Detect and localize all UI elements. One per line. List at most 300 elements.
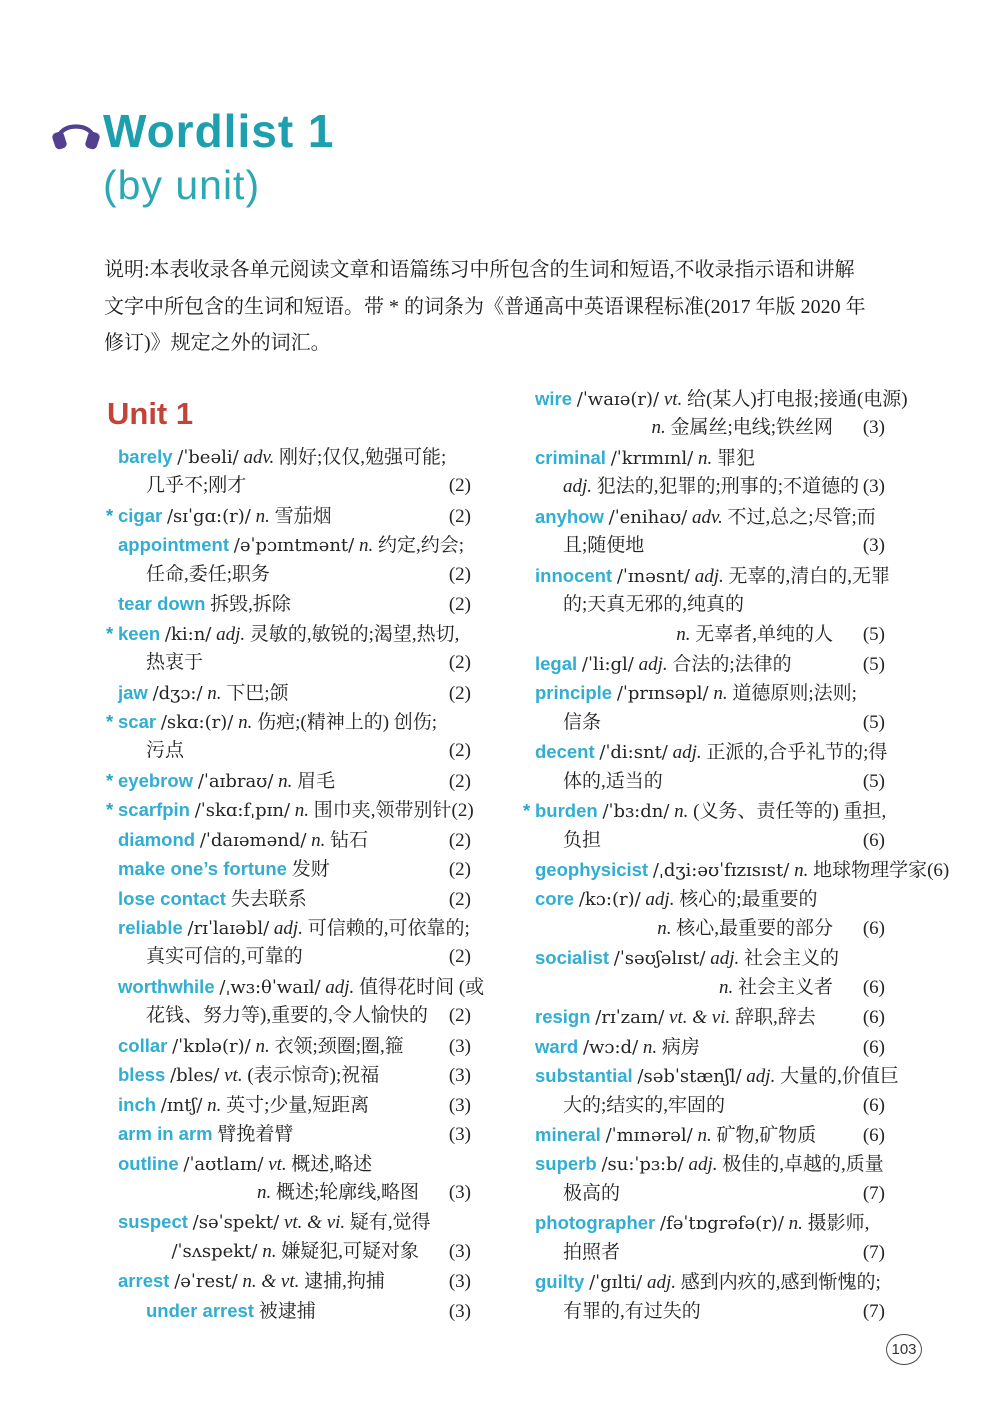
phonetic: /wɔ:d/ xyxy=(582,1036,639,1058)
word-entry xyxy=(100,825,471,854)
phonetic: /ˈenihaʊ/ xyxy=(608,506,688,528)
word-entry xyxy=(517,796,885,855)
phonetic: /ˈsʌspekt/ xyxy=(171,1240,258,1262)
definition-cn: (表示惊奇);祝福 xyxy=(247,1065,380,1087)
entry-line-content xyxy=(563,590,744,619)
headword: inch xyxy=(118,1093,157,1115)
phonetic: /ˈwaɪə(r)/ xyxy=(576,389,660,410)
entry-line-content xyxy=(118,589,291,619)
entry-line-content xyxy=(146,1001,428,1030)
entry-line xyxy=(118,1207,471,1236)
headword: scarfpin xyxy=(118,799,190,821)
definition-cn: 几乎不;刚才 xyxy=(146,475,247,497)
definition-cn: 罪犯 xyxy=(716,447,755,469)
part-of-speech: vt. xyxy=(224,1065,243,1087)
entry-line xyxy=(523,796,887,825)
word-entry xyxy=(100,795,474,824)
unit-number: (2) xyxy=(448,859,471,881)
phonetic: /ˈaʊtlaɪn/ xyxy=(183,1153,264,1175)
unit-number: (5) xyxy=(862,770,885,792)
entry-line-content xyxy=(118,1090,369,1120)
entry-line xyxy=(118,1090,471,1119)
headword: superb xyxy=(535,1153,597,1175)
star-mark: * xyxy=(106,710,114,732)
part-of-speech: n. xyxy=(294,800,310,822)
entry-line xyxy=(535,1120,885,1149)
entry-line-content xyxy=(146,471,246,500)
phonetic: /ˈbeəli/ xyxy=(177,447,239,468)
part-of-speech: adj. xyxy=(563,476,593,498)
headword: legal xyxy=(535,652,578,674)
definition-cn: 臂挽着臂 xyxy=(217,1124,294,1146)
definition-cn: 正派的,合乎礼节的;得 xyxy=(706,742,888,764)
entry-line-content xyxy=(563,1238,620,1267)
phonetic: /skɑ:(r)/ xyxy=(160,711,234,733)
word-entry xyxy=(517,1149,885,1208)
entry-line xyxy=(106,619,471,648)
definition-cn: 地球物理学家 xyxy=(813,860,928,881)
phonetic: /ˈgɪlti/ xyxy=(589,1272,643,1294)
word-entry xyxy=(100,913,471,972)
entry-line-content xyxy=(118,442,446,472)
definition-cn: 值得花时间 (或 xyxy=(359,976,485,998)
part-of-speech: vt. & vi. xyxy=(669,1007,731,1029)
phonetic: /rɪˈzaɪn/ xyxy=(595,1007,665,1029)
headword: principle xyxy=(535,682,613,704)
definition-cn: 给(某人)打电报;接通(电源) xyxy=(687,389,908,410)
word-entry xyxy=(100,854,471,883)
definition-cn: 摄影师, xyxy=(807,1213,870,1235)
word-entry xyxy=(100,1119,471,1148)
word-entry xyxy=(517,1061,899,1120)
entry-line-content xyxy=(118,1149,372,1179)
entry-line-content xyxy=(719,973,833,1002)
entry-line-content xyxy=(676,620,833,649)
entry-line xyxy=(146,1001,471,1030)
entry-line-content xyxy=(118,1119,293,1149)
definition-cn: 有罪的,有过失的 xyxy=(563,1300,701,1322)
phonetic: /ˈdi:snt/ xyxy=(599,742,668,764)
part-of-speech: vt. & vi. xyxy=(283,1212,346,1234)
phonetic: /ɪntʃ/ xyxy=(160,1094,203,1116)
entry-line xyxy=(146,648,471,677)
headword: lose contact xyxy=(118,887,226,909)
entry-line-content xyxy=(535,649,792,679)
entry-line-content xyxy=(523,796,887,826)
unit-number: (2) xyxy=(448,829,471,851)
entry-line xyxy=(535,1208,885,1237)
headword: suspect xyxy=(118,1211,188,1233)
part-of-speech: adj. xyxy=(694,565,724,587)
entry-line xyxy=(118,1060,471,1089)
unit-number: (2) xyxy=(448,563,471,585)
part-of-speech: adj. xyxy=(645,889,675,911)
entry-line-content xyxy=(535,943,839,973)
star-mark: * xyxy=(106,769,114,791)
definition-cn: 犯法的,犯罪的;刑事的;不道德的 xyxy=(596,476,860,498)
page-subtitle: (by unit) xyxy=(103,162,261,208)
headword: wire xyxy=(535,388,573,409)
headword: geophysicist xyxy=(535,859,649,880)
headword: make one’s fortune xyxy=(118,858,287,880)
definition-cn: 英寸;少量,短距离 xyxy=(226,1094,370,1116)
part-of-speech: n. xyxy=(642,1036,658,1058)
part-of-speech: n. xyxy=(255,505,270,527)
entry-line-content xyxy=(118,1060,379,1090)
phonetic: /fəˈtɒgrəfə(r)/ xyxy=(660,1213,784,1235)
entry-line-content xyxy=(563,472,859,501)
entry-line xyxy=(146,560,471,589)
definition-cn: 失去联系 xyxy=(230,888,307,910)
definition-cn: 辞职,辞去 xyxy=(735,1007,816,1029)
entry-line xyxy=(535,855,950,884)
definition-cn: 不过,总之;尽管;而 xyxy=(727,506,876,528)
part-of-speech: n. xyxy=(674,801,689,823)
unit-number: (2) xyxy=(448,946,471,968)
unit-number: (2) xyxy=(448,505,471,527)
word-entry xyxy=(517,884,885,943)
intro-line: 说明:本表收录各单元阅读文章和语篇练习中所包含的生词和短语,不收录指示语和讲解 xyxy=(104,259,855,281)
entry-line xyxy=(118,884,471,913)
entry-line-content xyxy=(106,766,336,796)
phonetic: /ˈmɪnərəl/ xyxy=(605,1124,693,1146)
unit-number: (2) xyxy=(448,652,471,674)
unit-number: (2) xyxy=(448,770,471,792)
part-of-speech: n. xyxy=(255,1035,270,1057)
entry-line-content xyxy=(118,825,368,855)
definition-cn: 道德原则;法则; xyxy=(732,683,857,705)
definition-cn: 衣领;颈圈;圈,箍 xyxy=(274,1035,404,1057)
definition-cn: 真实可信的,可靠的 xyxy=(146,946,303,968)
entry-line-content xyxy=(535,1208,869,1238)
phonetic: /ˈdaɪəmənd/ xyxy=(199,829,307,851)
definition-cn: 逮捕,拘捕 xyxy=(304,1271,385,1293)
phonetic: /rɪˈlaɪəbl/ xyxy=(187,918,270,939)
entry-line-content xyxy=(535,737,887,767)
word-entry xyxy=(517,649,885,678)
unit-number: (3) xyxy=(448,1065,471,1087)
word-entry xyxy=(100,1060,471,1089)
entry-line xyxy=(563,767,885,796)
headword: decent xyxy=(535,741,595,763)
unit-number: (3) xyxy=(448,1124,471,1146)
definition-cn: 被逮捕 xyxy=(258,1300,316,1322)
definition-cn: 眉毛 xyxy=(297,770,336,792)
headword: scar xyxy=(118,710,157,732)
definition-cn: 极佳的,卓越的,质量 xyxy=(722,1154,884,1176)
definition-cn: 伤疤;(精神上的) 创伤; xyxy=(257,711,438,733)
entry-line xyxy=(146,736,471,765)
entry-line xyxy=(563,413,885,442)
word-entry xyxy=(517,943,885,1002)
headword: substantial xyxy=(535,1065,633,1087)
entry-line xyxy=(535,1002,885,1031)
word-entry xyxy=(100,530,471,589)
entry-line xyxy=(146,1296,471,1325)
phonetic: /ˈɪnəsnt/ xyxy=(616,565,690,587)
entry-line xyxy=(118,913,471,942)
definition-cn: 嫌疑犯,可疑对象 xyxy=(281,1240,419,1262)
part-of-speech: adj. xyxy=(646,1272,676,1294)
definition-cn: 疑有,觉得 xyxy=(349,1212,431,1234)
star-mark: * xyxy=(106,622,114,644)
entry-line xyxy=(535,561,891,590)
headword: socialist xyxy=(535,947,610,969)
unit-number: (7) xyxy=(862,1182,885,1204)
entry-line xyxy=(535,1267,885,1296)
definition-cn: 合法的;法律的 xyxy=(672,653,792,675)
entry-line-content xyxy=(118,678,289,708)
unit-number: (6) xyxy=(862,829,885,851)
word-entry xyxy=(517,737,888,796)
entry-line-content xyxy=(535,443,755,473)
entry-line xyxy=(106,707,471,736)
unit-heading: Unit 1 xyxy=(107,396,194,431)
part-of-speech: n. xyxy=(207,1094,222,1116)
unit-number: (3) xyxy=(448,1094,471,1116)
part-of-speech: n. xyxy=(311,829,326,851)
word-entry xyxy=(517,1032,885,1061)
entry-line xyxy=(563,590,885,619)
part-of-speech: n. xyxy=(794,860,809,881)
headword: diamond xyxy=(118,828,196,850)
entry-line xyxy=(563,1179,885,1208)
phonetic: /dʒɔ:/ xyxy=(152,682,203,704)
entry-line-content xyxy=(535,1002,816,1032)
intro-line: 修订)》规定之外的词汇。 xyxy=(104,332,331,354)
entry-line-content xyxy=(118,1031,404,1061)
headword: burden xyxy=(535,800,598,822)
entry-line-content xyxy=(657,914,833,943)
entry-line xyxy=(563,1091,885,1120)
entry-line-content xyxy=(118,1207,431,1237)
unit-number: (2) xyxy=(448,888,471,910)
entry-line xyxy=(563,620,885,649)
word-entry xyxy=(517,1002,885,1031)
entry-line-content xyxy=(563,1297,701,1326)
wordlist-column-left xyxy=(100,442,485,1325)
page-title: Wordlist 1 xyxy=(103,105,335,157)
headphones-icon xyxy=(52,110,100,154)
part-of-speech: vt. xyxy=(663,389,683,410)
entry-line xyxy=(146,1178,471,1207)
phonetic: /ˈaɪbraʊ/ xyxy=(197,770,274,792)
entry-line-content xyxy=(118,972,484,1002)
definition-cn: 无辜的,清白的,无罪 xyxy=(728,565,891,587)
headword: under arrest xyxy=(146,1299,254,1321)
word-entry xyxy=(100,678,471,707)
headword: reliable xyxy=(118,917,183,938)
entry-line-content xyxy=(535,1120,816,1150)
entry-line xyxy=(535,502,885,531)
entry-line-content xyxy=(563,708,601,737)
word-entry xyxy=(100,589,471,618)
word-entry xyxy=(517,384,908,443)
headword: ward xyxy=(535,1035,579,1057)
part-of-speech: n. xyxy=(713,683,728,705)
entry-line-content xyxy=(146,942,303,971)
entry-line-content xyxy=(563,1179,620,1208)
word-entry xyxy=(100,442,471,501)
phonetic: /ˈkɒlə(r)/ xyxy=(172,1035,251,1057)
wordlist-column-right xyxy=(517,384,950,1326)
entry-line xyxy=(563,1238,885,1267)
definition-cn: 热衷于 xyxy=(146,652,204,674)
entry-line-content xyxy=(535,384,908,414)
word-entry xyxy=(100,501,471,530)
word-entry xyxy=(100,972,485,1031)
entry-line xyxy=(535,943,885,972)
part-of-speech: adv. xyxy=(243,447,275,468)
page-number-badge: 103 xyxy=(886,1334,922,1365)
word-entry xyxy=(517,678,885,737)
word-entry xyxy=(100,1296,471,1325)
definition-cn: 可信赖的,可依靠的; xyxy=(307,918,470,939)
definition-cn: 花钱、努力等),重要的,令人愉快的 xyxy=(146,1005,428,1027)
entry-line-content xyxy=(257,1178,419,1207)
entry-line-content xyxy=(535,1032,700,1062)
entry-line-content xyxy=(146,560,270,589)
phonetic: /səˈspekt/ xyxy=(192,1212,280,1234)
part-of-speech: adj. xyxy=(672,742,702,764)
definition-cn: 核心的;最重要的 xyxy=(679,889,818,911)
part-of-speech: n. xyxy=(238,711,253,733)
entry-line xyxy=(535,649,885,678)
star-mark: * xyxy=(106,504,114,526)
definition-cn: (义务、责任等的) 重担, xyxy=(693,801,887,823)
definition-cn: 发财 xyxy=(291,859,330,881)
phonetic: /bles/ xyxy=(170,1065,220,1087)
definition-cn: 大的;结实的,牢固的 xyxy=(563,1094,726,1116)
headword: innocent xyxy=(535,564,613,586)
part-of-speech: n. xyxy=(207,682,222,704)
word-entry xyxy=(100,1149,471,1208)
headword: eyebrow xyxy=(118,769,194,791)
definition-cn: 拆毁,拆除 xyxy=(210,594,291,616)
unit-number: (3) xyxy=(862,476,885,498)
entry-line xyxy=(106,501,471,530)
unit-number: (2) xyxy=(448,475,471,497)
headword: criminal xyxy=(535,446,606,468)
entry-line-content xyxy=(535,502,876,532)
entry-line-content xyxy=(146,736,184,765)
definition-cn: 社会主义者 xyxy=(737,976,833,998)
unit-number: (3) xyxy=(448,1240,471,1262)
phonetic: /kɔ:(r)/ xyxy=(578,889,641,911)
entry-line-content xyxy=(106,501,332,531)
entry-line xyxy=(563,914,885,943)
part-of-speech: n. xyxy=(358,535,374,557)
definition-cn: 概述,略述 xyxy=(291,1153,373,1175)
part-of-speech: n. & vt. xyxy=(242,1271,300,1293)
part-of-speech: n. xyxy=(788,1213,803,1235)
word-entry xyxy=(517,1267,885,1326)
entry-line-content xyxy=(106,707,438,737)
entry-line xyxy=(118,678,471,707)
headword: barely xyxy=(118,446,173,467)
entry-line xyxy=(146,1237,471,1266)
entry-line-content xyxy=(118,913,470,943)
entry-line-content xyxy=(535,561,890,591)
unit-number: (6) xyxy=(927,860,950,881)
part-of-speech: n. xyxy=(262,1240,277,1262)
entry-line-content xyxy=(563,826,601,855)
entry-line xyxy=(535,1032,885,1061)
part-of-speech: n. xyxy=(278,770,293,792)
entry-line xyxy=(535,1149,885,1178)
entry-line-content xyxy=(118,884,307,914)
definition-cn: 无辜者,单纯的人 xyxy=(695,623,833,645)
entry-line-content xyxy=(118,1266,385,1296)
phonetic: /əˈrest/ xyxy=(174,1271,238,1293)
headword: photographer xyxy=(535,1212,656,1234)
phonetic: /ˌdʒi:əʊˈfɪzɪsɪst/ xyxy=(652,860,790,881)
entry-line xyxy=(118,442,471,471)
phonetic: /ˌwɜ:θˈwaɪl/ xyxy=(219,976,321,998)
entry-line xyxy=(118,1266,471,1295)
definition-cn: 病房 xyxy=(661,1036,700,1058)
entry-line xyxy=(146,942,471,971)
entry-line xyxy=(563,826,885,855)
entry-line xyxy=(563,708,885,737)
entry-line xyxy=(118,1031,471,1060)
star-mark: * xyxy=(523,800,531,822)
part-of-speech: n. xyxy=(657,917,672,939)
headword: worthwhile xyxy=(118,975,215,997)
entry-line-content xyxy=(535,678,857,708)
headword: arrest xyxy=(118,1270,170,1292)
unit-number: (3) xyxy=(448,1271,471,1293)
headword: cigar xyxy=(118,504,163,526)
headword: anyhow xyxy=(535,505,604,527)
headword: tear down xyxy=(118,593,206,615)
definition-cn: 核心,最重要的部分 xyxy=(676,917,833,939)
word-entry xyxy=(517,1120,885,1149)
definition-cn: 污点 xyxy=(146,740,185,762)
intro-line: 文字中所包含的生词和短语。带 * 的词条为《普通高中英语课程标准(2017 年版 2020 年 xyxy=(104,295,866,318)
definition-cn: 负担 xyxy=(563,829,602,851)
word-entry xyxy=(100,766,471,795)
headword: arm in arm xyxy=(118,1123,213,1145)
definition-cn: 刚好;仅仅,勉强可能; xyxy=(278,447,447,468)
part-of-speech: n. xyxy=(697,447,713,469)
star-mark: * xyxy=(106,799,114,821)
entry-line xyxy=(563,1297,885,1326)
definition-cn: 社会主义的 xyxy=(743,948,839,970)
definition-cn: 灵敏的,敏锐的;渴望,热切, xyxy=(249,623,460,645)
phonetic: /ˈbɜ:dn/ xyxy=(602,801,670,823)
part-of-speech: adj. xyxy=(273,918,303,939)
entry-line-content xyxy=(651,413,833,442)
headword: jaw xyxy=(118,681,148,703)
headword: core xyxy=(535,888,575,910)
intro-note xyxy=(104,252,894,362)
entry-line-content xyxy=(563,1091,725,1120)
part-of-speech: n. xyxy=(651,417,666,439)
headword: mineral xyxy=(535,1123,601,1145)
unit-number: (2) xyxy=(448,1005,471,1027)
unit-number: (6) xyxy=(862,917,885,939)
entry-line-content xyxy=(106,619,460,649)
entry-line-content xyxy=(563,767,663,796)
part-of-speech: n. xyxy=(676,623,691,645)
entry-line-content xyxy=(535,1149,884,1179)
entry-line xyxy=(563,973,885,1002)
definition-cn: 感到内疚的,感到惭愧的; xyxy=(680,1272,881,1294)
phonetic: /səbˈstænʃl/ xyxy=(637,1066,742,1088)
word-entry xyxy=(517,502,885,561)
word-entry xyxy=(100,1266,471,1295)
